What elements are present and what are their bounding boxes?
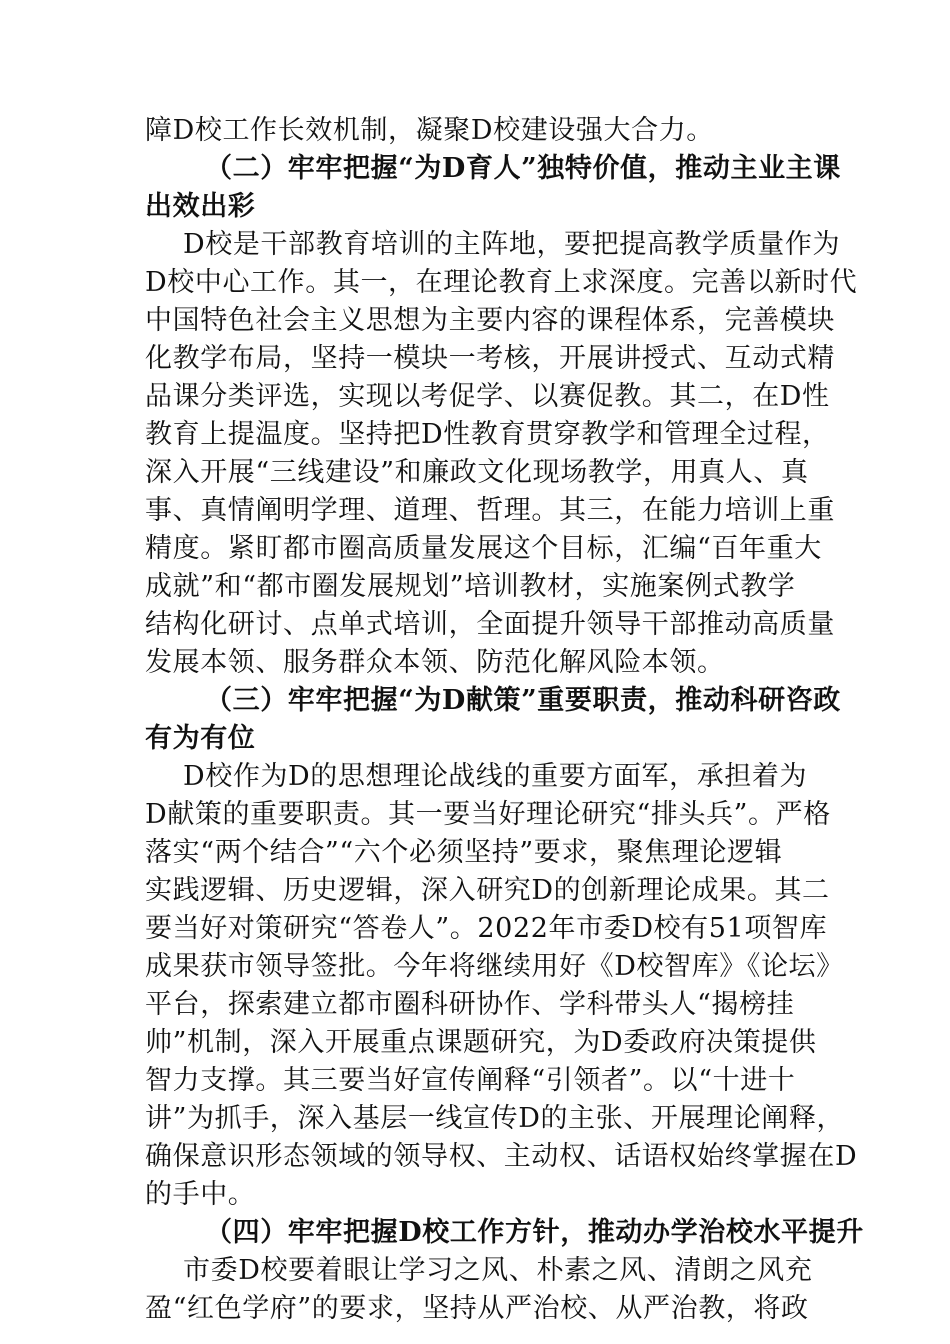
paragraph-line: 市委D校要着眼让学习之风、朴素之风、清朗之风充	[183, 1255, 813, 1286]
paragraph-line: 成果获市领导签批。今年将继续用好《D校智库》《论坛》	[145, 951, 844, 982]
paragraph-line: D校是干部教育培训的主阵地，要把提高教学质量作为	[183, 229, 841, 260]
paragraph-line: 障D校工作长效机制，凝聚D校建设强大合力。	[145, 115, 714, 146]
paragraph-line: 深入开展“三线建设”和廉政文化现场教学，用真人、真	[145, 457, 809, 488]
paragraph-line: D献策的重要职责。其一要当好理论研究“排头兵”。严格	[145, 799, 831, 830]
heading-line: （四）牢牢把握D校工作方针，推动办学治校水平提升	[205, 1217, 864, 1248]
paragraph-line: 的手中。	[145, 1179, 256, 1210]
body-paragraph	[145, 758, 858, 1214]
paragraph-line: 事、真情阐明学理、道理、哲理。其三，在能力培训上重	[145, 495, 835, 526]
body-paragraph	[145, 1252, 813, 1328]
paragraph-line: 落实“两个结合”“六个必须坚持”要求，聚焦理论逻辑	[145, 837, 783, 868]
body-paragraph	[145, 226, 858, 682]
heading-line: 出效出彩	[145, 191, 256, 222]
paragraph-line: 帅”机制，深入开展重点课题研究，为D委政府决策提供	[145, 1027, 817, 1058]
paragraph-line: 教育上提温度。坚持把D性教育贯穿教学和管理全过程，	[145, 419, 830, 450]
paragraph-line: 化教学布局，坚持一模块一考核，开展讲授式、互动式精	[145, 343, 835, 374]
heading-line: 有为有位	[145, 723, 256, 754]
section-heading	[145, 1214, 864, 1252]
paragraph-line: D校作为D的思想理论战线的重要方面军，承担着为	[183, 761, 808, 792]
paragraph-line: 盈“红色学府”的要求，坚持从严治校、从严治教，将政	[145, 1293, 809, 1324]
paragraph-line: D校中心工作。其一，在理论教育上求深度。完善以新时代	[145, 267, 858, 298]
heading-line: （三）牢牢把握“为D献策”重要职责，推动科研咨政	[205, 685, 841, 716]
paragraph-line: 发展本领、服务群众本领、防范化解风险本领。	[145, 647, 725, 678]
paragraph-line: 品课分类评选，实现以考促学、以赛促教。其二，在D性	[145, 381, 830, 412]
document-body	[145, 112, 864, 1328]
paragraph-line: 平台，探索建立都市圈科研协作、学科带头人“揭榜挂	[145, 989, 795, 1020]
paragraph-line: 确保意识形态领域的领导权、主动权、话语权始终掌握在D	[145, 1141, 858, 1172]
body-paragraph	[145, 112, 810, 150]
section-heading	[145, 150, 841, 226]
paragraph-line: 成就”和“都市圈发展规划”培训教材，实施案例式教学	[145, 571, 796, 602]
paragraph-line: 讲”为抓手，深入基层一线宣传D的主张、开展理论阐释，	[145, 1103, 845, 1134]
paragraph-line: 精度。紧盯都市圈高质量发展这个目标，汇编“百年重大	[145, 533, 822, 564]
heading-line: （二）牢牢把握“为D育人”独特价值，推动主业主课	[205, 153, 841, 184]
section-heading	[145, 682, 841, 758]
paragraph-line: 实践逻辑、历史逻辑，深入研究D的创新理论成果。其二	[145, 875, 830, 906]
paragraph-line: 结构化研讨、点单式培训，全面提升领导干部推动高质量	[145, 609, 835, 640]
paragraph-line: 中国特色社会主义思想为主要内容的课程体系，完善模块	[145, 305, 835, 336]
paragraph-line: 智力支撑。其三要当好宣传阐释“引领者”。以“十进十	[145, 1065, 796, 1096]
paragraph-line: 要当好对策研究“答卷人”。2022年市委D校有51项智库	[145, 913, 828, 944]
